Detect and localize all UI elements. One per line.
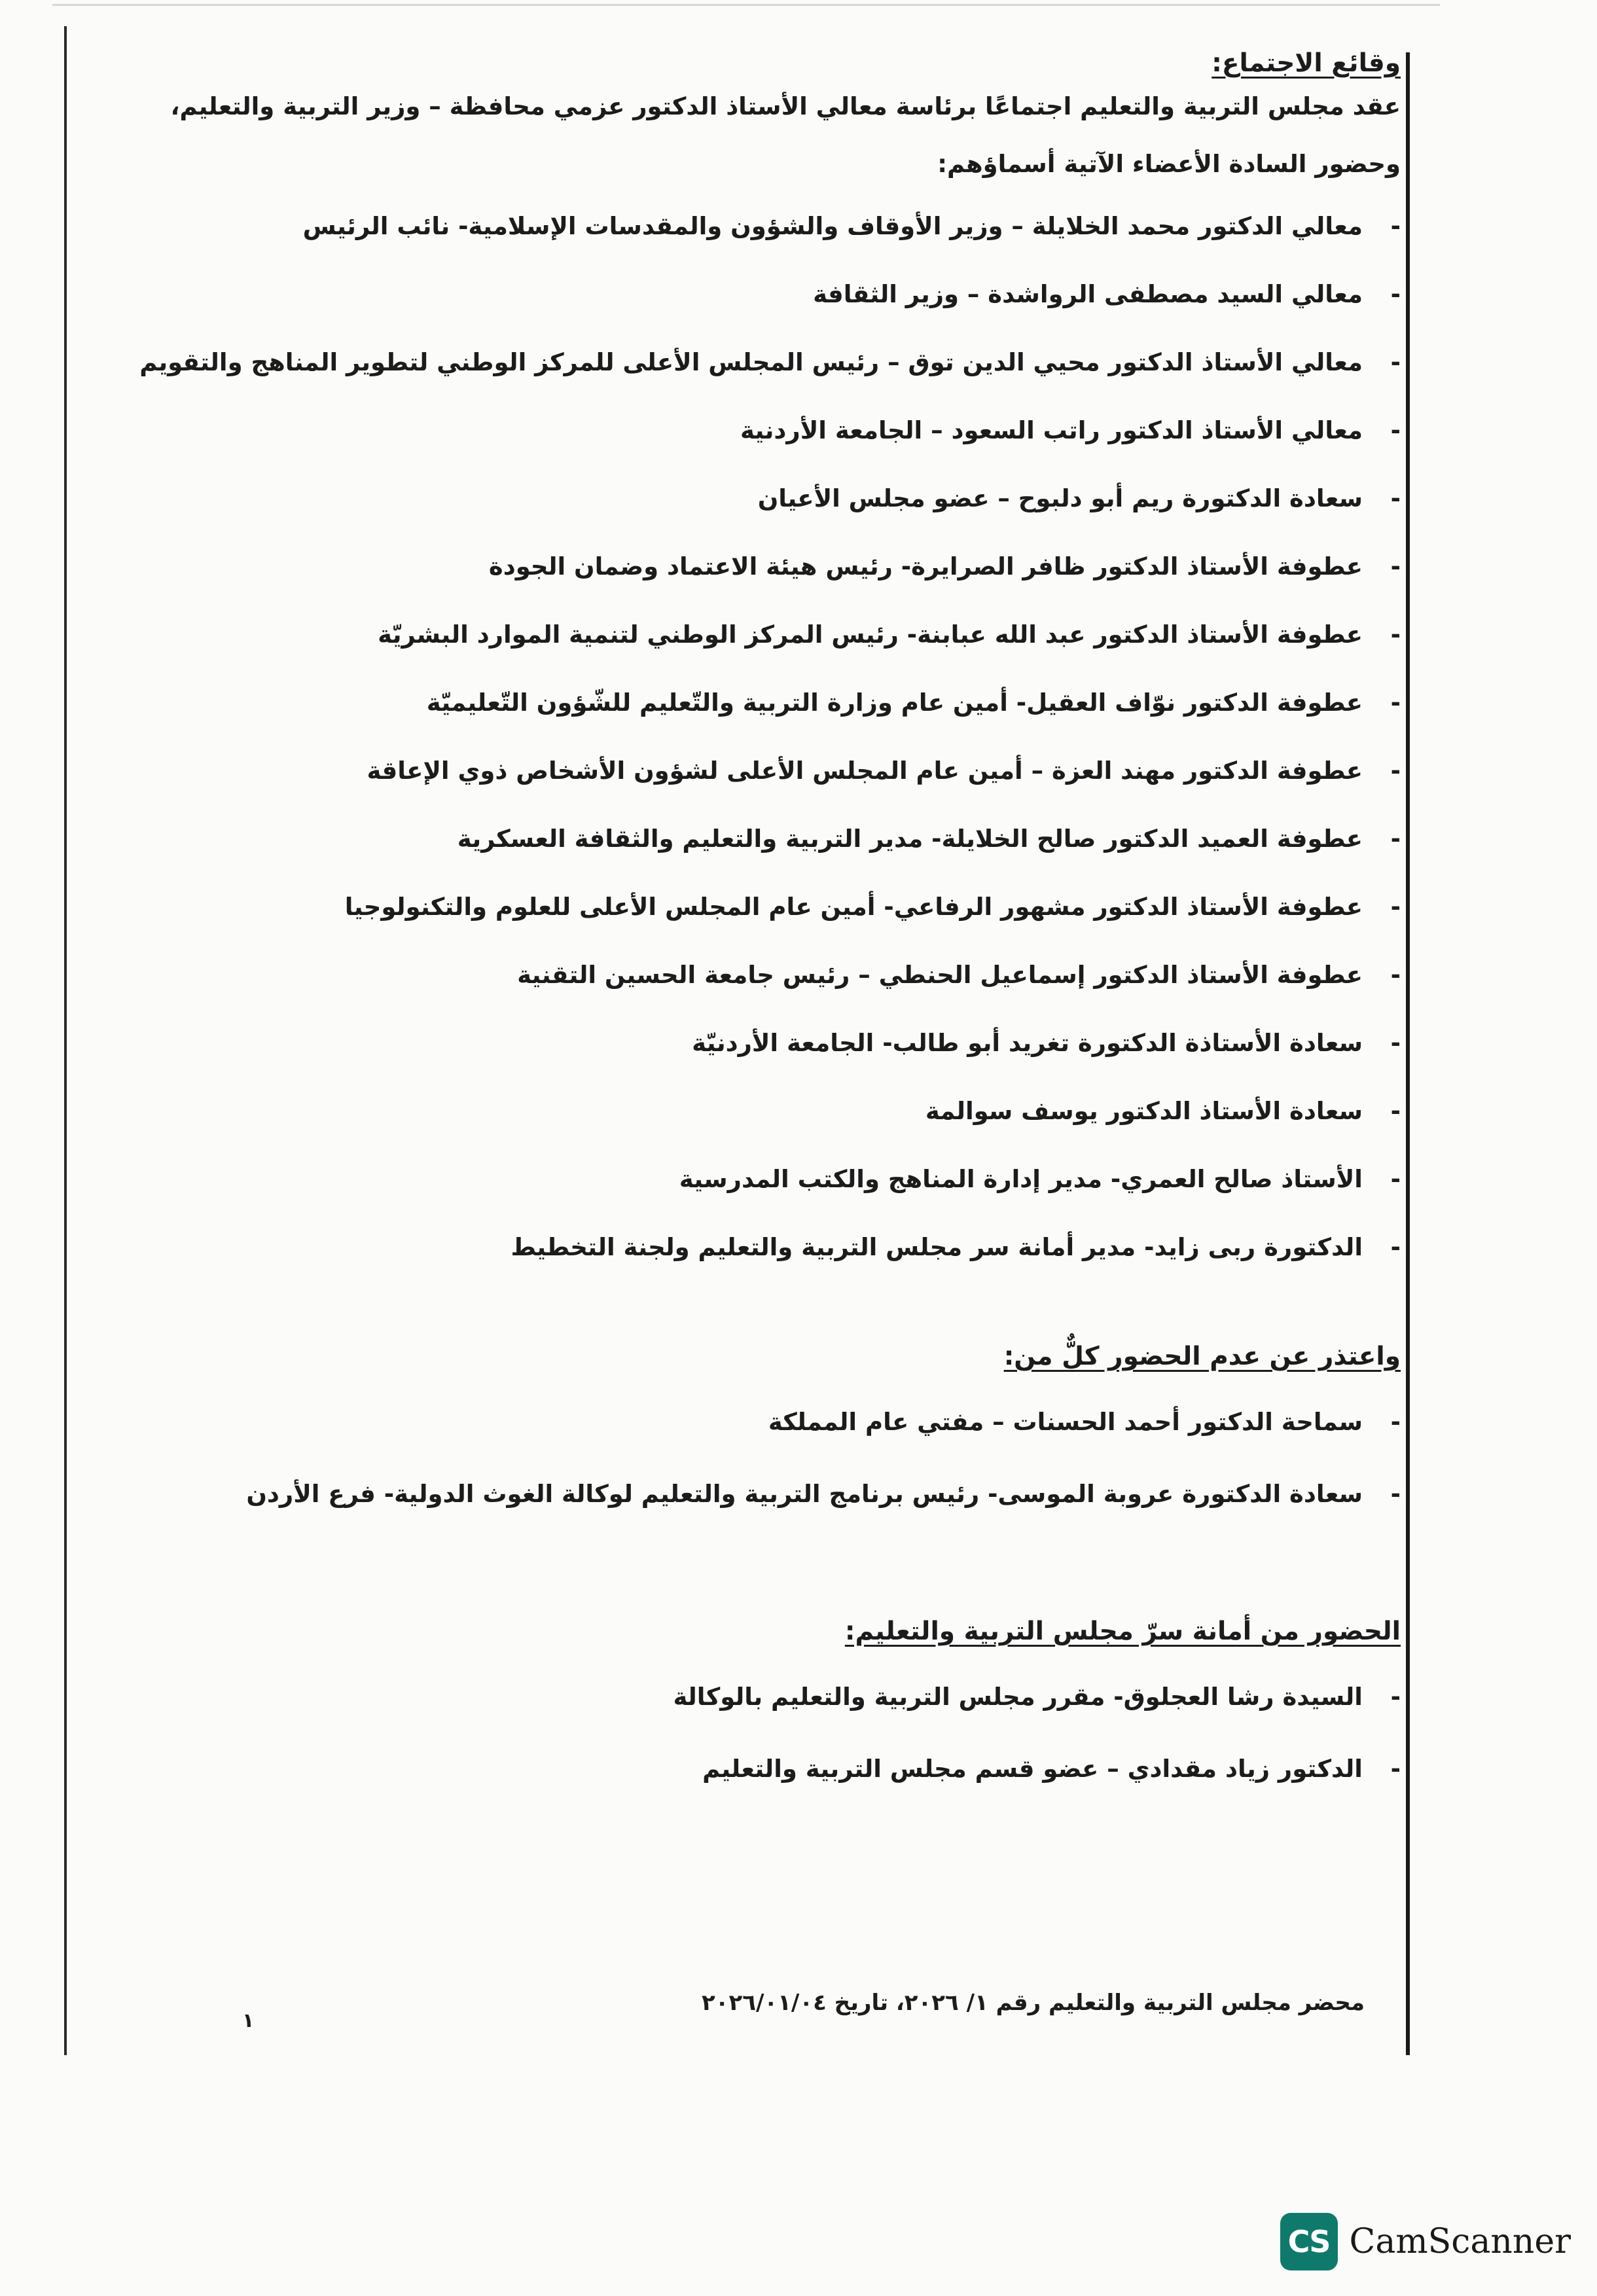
list-item-text: الدكتور زياد مقدادي – عضو قسم مجلس التربية والتعليم (702, 1755, 1363, 1783)
secretariat-list (79, 1661, 1401, 1805)
list-item (79, 1145, 1401, 1213)
list-item (79, 941, 1401, 1009)
camscanner-app-name: CamScanner (1349, 2222, 1571, 2261)
document-body (79, 43, 1401, 1805)
list-item-text: عطوفة الدكتور مهند العزة – أمين عام المجلس الأعلى لشؤون الأشخاص ذوي الإعاقة (367, 757, 1363, 785)
section-heading-apologies: واعتذر عن عدم الحضور كلٌّ من: (1003, 1342, 1401, 1371)
scan-edge-line (52, 4, 1440, 6)
list-item (79, 192, 1401, 260)
list-item (79, 533, 1401, 601)
list-item-text: عطوفة الأستاذ الدكتور مشهور الرفاعي- أمين عام المجلس الأعلى للعلوم والتكنولوجيا (344, 893, 1363, 921)
members-intro: وحضور السادة الأعضاء الآتية أسماؤهم: (937, 150, 1401, 178)
bullet-dash: - (1390, 1029, 1401, 1057)
spacer (79, 1530, 1401, 1602)
list-item (79, 1213, 1401, 1282)
camscanner-logo-icon: CS (1280, 2213, 1338, 2270)
list-item (79, 465, 1401, 533)
bullet-dash: - (1390, 757, 1401, 785)
bullet-dash: - (1390, 1683, 1401, 1711)
bullet-dash: - (1390, 484, 1401, 512)
bullet-dash: - (1390, 1480, 1401, 1508)
list-item (79, 1386, 1401, 1458)
list-item (79, 1458, 1401, 1530)
list-item (79, 805, 1401, 873)
list-item-text: عطوفة الدكتور نوّاف العقيل- أمين عام وزارة التربية والتّعليم للشّؤون التّعليميّة (426, 689, 1363, 717)
list-item (79, 1661, 1401, 1733)
list-item-text: عطوفة الأستاذ الدكتور ظافر الصرايرة- رئيس هيئة الاعتماد وضمان الجودة (488, 552, 1363, 581)
bullet-dash: - (1390, 552, 1401, 581)
list-item (79, 873, 1401, 941)
list-item (79, 397, 1401, 465)
list-item (79, 1077, 1401, 1145)
bullet-dash: - (1390, 1755, 1401, 1783)
list-item-text: معالي الأستاذ الدكتور راتب السعود – الجامعة الأردنية (740, 416, 1363, 444)
list-item-text: معالي الدكتور محمد الخلايلة – وزير الأوقاف والشؤون والمقدسات الإسلامية- نائب الرئيس (302, 212, 1363, 240)
bullet-dash: - (1390, 689, 1401, 717)
bullet-dash: - (1390, 1097, 1401, 1125)
list-item-text: معالي السيد مصطفى الرواشدة – وزير الثقافة (813, 280, 1363, 308)
members-list (79, 192, 1401, 1282)
bullet-dash: - (1390, 961, 1401, 989)
bullet-dash: - (1390, 280, 1401, 308)
list-item (79, 737, 1401, 805)
list-item-text: عطوفة الأستاذ الدكتور عبد الله عبابنة- رئيس المركز الوطني لتنمية الموارد البشريّة (378, 620, 1363, 649)
bullet-dash: - (1390, 893, 1401, 921)
bullet-dash: - (1390, 1165, 1401, 1193)
bullet-dash: - (1390, 416, 1401, 444)
page-number: ١ (242, 2009, 255, 2032)
camscanner-watermark (1280, 2212, 1571, 2271)
list-item (79, 260, 1401, 329)
right-margin-rule (1406, 52, 1410, 2055)
bullet-dash: - (1390, 1408, 1401, 1436)
list-item (79, 329, 1401, 397)
list-item-text: عطوفة الأستاذ الدكتور إسماعيل الحنطي – رئيس جامعة الحسين التقنية (517, 961, 1363, 989)
list-item-text: معالي الأستاذ الدكتور محيي الدين توق – رئيس المجلس الأعلى للمركز الوطني لتطوير المناهج والتقويم (139, 348, 1363, 376)
list-item-text: سعادة الأستاذ الدكتور يوسف سوالمة (925, 1097, 1363, 1125)
list-item-text: السيدة رشا العجلوق- مقرر مجلس التربية والتعليم بالوكالة (673, 1683, 1363, 1711)
list-item-text: سعادة الدكتورة ريم أبو دلبوح – عضو مجلس الأعيان (757, 484, 1363, 512)
bullet-dash: - (1390, 348, 1401, 376)
bullet-dash: - (1390, 825, 1401, 853)
list-item-text: سعادة الأستاذة الدكتورة تغريد أبو طالب- الجامعة الأردنيّة (692, 1029, 1363, 1057)
section-heading-proceedings: وقائع الاجتماع: (1211, 48, 1401, 78)
section-heading-secretariat: الحضور من أمانة سرّ مجلس التربية والتعليم: (844, 1617, 1401, 1646)
apologies-list (79, 1386, 1401, 1530)
list-item (79, 669, 1401, 737)
left-margin-rule (64, 26, 67, 2055)
bullet-dash: - (1390, 212, 1401, 240)
page-footer: محضر مجلس التربية والتعليم رقم ١/ ٢٠٢٦، تاريخ ٢٠٢٦/٠١/٠٤ (701, 1990, 1365, 2016)
bullet-dash: - (1390, 1233, 1401, 1261)
list-item-text: الدكتورة ربى زايد- مدير أمانة سر مجلس التربية والتعليم ولجنة التخطيط (511, 1233, 1363, 1261)
bullet-dash: - (1390, 620, 1401, 649)
list-item-text: سعادة الدكتورة عروبة الموسى- رئيس برنامج التربية والتعليم لوكالة الغوث الدولية- فرع الأردن (246, 1480, 1363, 1508)
intro-paragraph: عقد مجلس التربية والتعليم اجتماعًا برئاسة معالي الأستاذ الدكتور عزمي محافظة – وزير التربية والتعليم، (170, 92, 1401, 120)
list-item (79, 1009, 1401, 1077)
list-item-text: عطوفة العميد الدكتور صالح الخلايلة- مدير التربية والتعليم والثقافة العسكرية (457, 825, 1363, 853)
list-item-text: الأستاذ صالح العمري- مدير إدارة المناهج والكتب المدرسية (679, 1165, 1363, 1193)
list-item (79, 1733, 1401, 1805)
list-item (79, 601, 1401, 669)
spacer (79, 1282, 1401, 1327)
list-item-text: سماحة الدكتور أحمد الحسنات – مفتي عام المملكة (768, 1408, 1363, 1436)
